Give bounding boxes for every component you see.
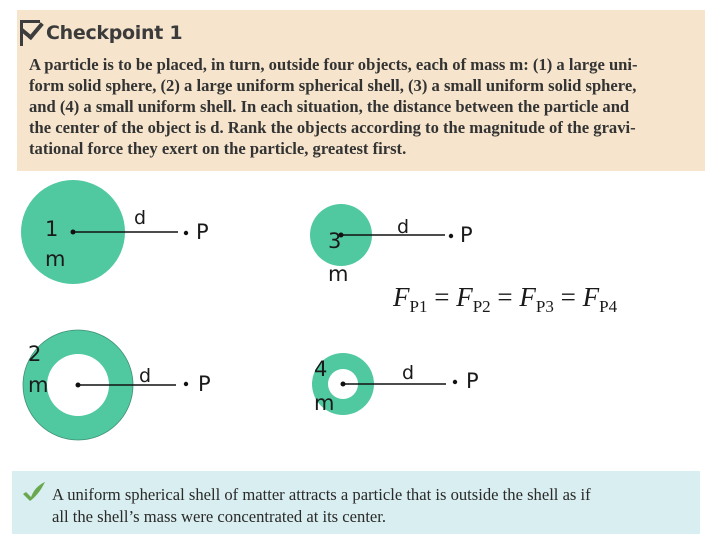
- formula-symbol: F: [582, 282, 600, 312]
- particle-dot-1: [184, 231, 188, 235]
- formula-symbol: F: [456, 282, 473, 312]
- force-equality-formula: [393, 282, 617, 317]
- object-4-mass: m: [314, 391, 335, 415]
- center-dot-2: [76, 383, 81, 388]
- object-4-distance: d: [402, 362, 415, 384]
- formula-equals: =: [434, 282, 450, 312]
- note-line: all the shell’s mass were concentrated at its center.: [52, 507, 387, 526]
- center-dot-4: [341, 382, 346, 387]
- question-line: A particle is to be placed, in turn, outside four objects, each of mass m: (1) a large uni-: [29, 55, 638, 74]
- question-line: the center of the object is d. Rank the objects according to the magnitude of the gravi-: [29, 118, 636, 137]
- formula-subscript: P3: [535, 297, 554, 316]
- leaf-check-icon: [20, 479, 48, 507]
- object-2-number: 2: [28, 342, 42, 366]
- checkpoint-title: Checkpoint 1: [46, 22, 183, 44]
- formula-equals: =: [560, 282, 576, 312]
- object-3-mass: m: [328, 262, 349, 286]
- key-idea-note: [12, 471, 700, 534]
- formula-equals: =: [497, 282, 513, 312]
- particle-dot-4: [453, 380, 457, 384]
- object-4-number: 4: [314, 357, 328, 381]
- formula-symbol: F: [393, 282, 410, 312]
- object-1-mass: m: [45, 247, 66, 271]
- formula-subscript: P1: [409, 297, 428, 316]
- object-3-distance: d: [397, 216, 410, 238]
- object-2-mass: m: [28, 373, 49, 397]
- formula-subscript: P2: [472, 297, 491, 316]
- object-1-particle: P: [196, 220, 209, 244]
- formula-subscript: P4: [599, 297, 618, 316]
- note-line: A uniform spherical shell of matter attracts a particle that is outside the shell as if: [52, 485, 591, 504]
- object-2-particle: P: [198, 372, 211, 396]
- object-4-spherical-shell: [312, 353, 479, 415]
- particle-dot-2: [184, 382, 188, 386]
- object-3-solid-sphere: [310, 204, 473, 286]
- object-1-solid-sphere: [21, 180, 209, 284]
- formula-symbol: F: [519, 282, 536, 312]
- object-1-number: 1: [45, 217, 59, 241]
- object-3-number: 3: [328, 229, 342, 253]
- object-1-distance: d: [134, 207, 147, 229]
- question-line: form solid sphere, (2) a large uniform spherical shell, (3) a small uniform solid sphere,: [29, 76, 637, 95]
- question-line: tational force they exert on the particle, greatest first.: [29, 139, 407, 158]
- particle-dot-3: [449, 234, 453, 238]
- object-3-particle: P: [460, 223, 473, 247]
- object-2-spherical-shell: [23, 330, 211, 440]
- question-line: and (4) a small uniform shell. In each situation, the distance between the particle and: [29, 97, 630, 116]
- center-dot-1: [71, 230, 76, 235]
- object-2-distance: d: [139, 365, 152, 387]
- object-4-particle: P: [466, 369, 479, 393]
- note-text: [52, 484, 692, 528]
